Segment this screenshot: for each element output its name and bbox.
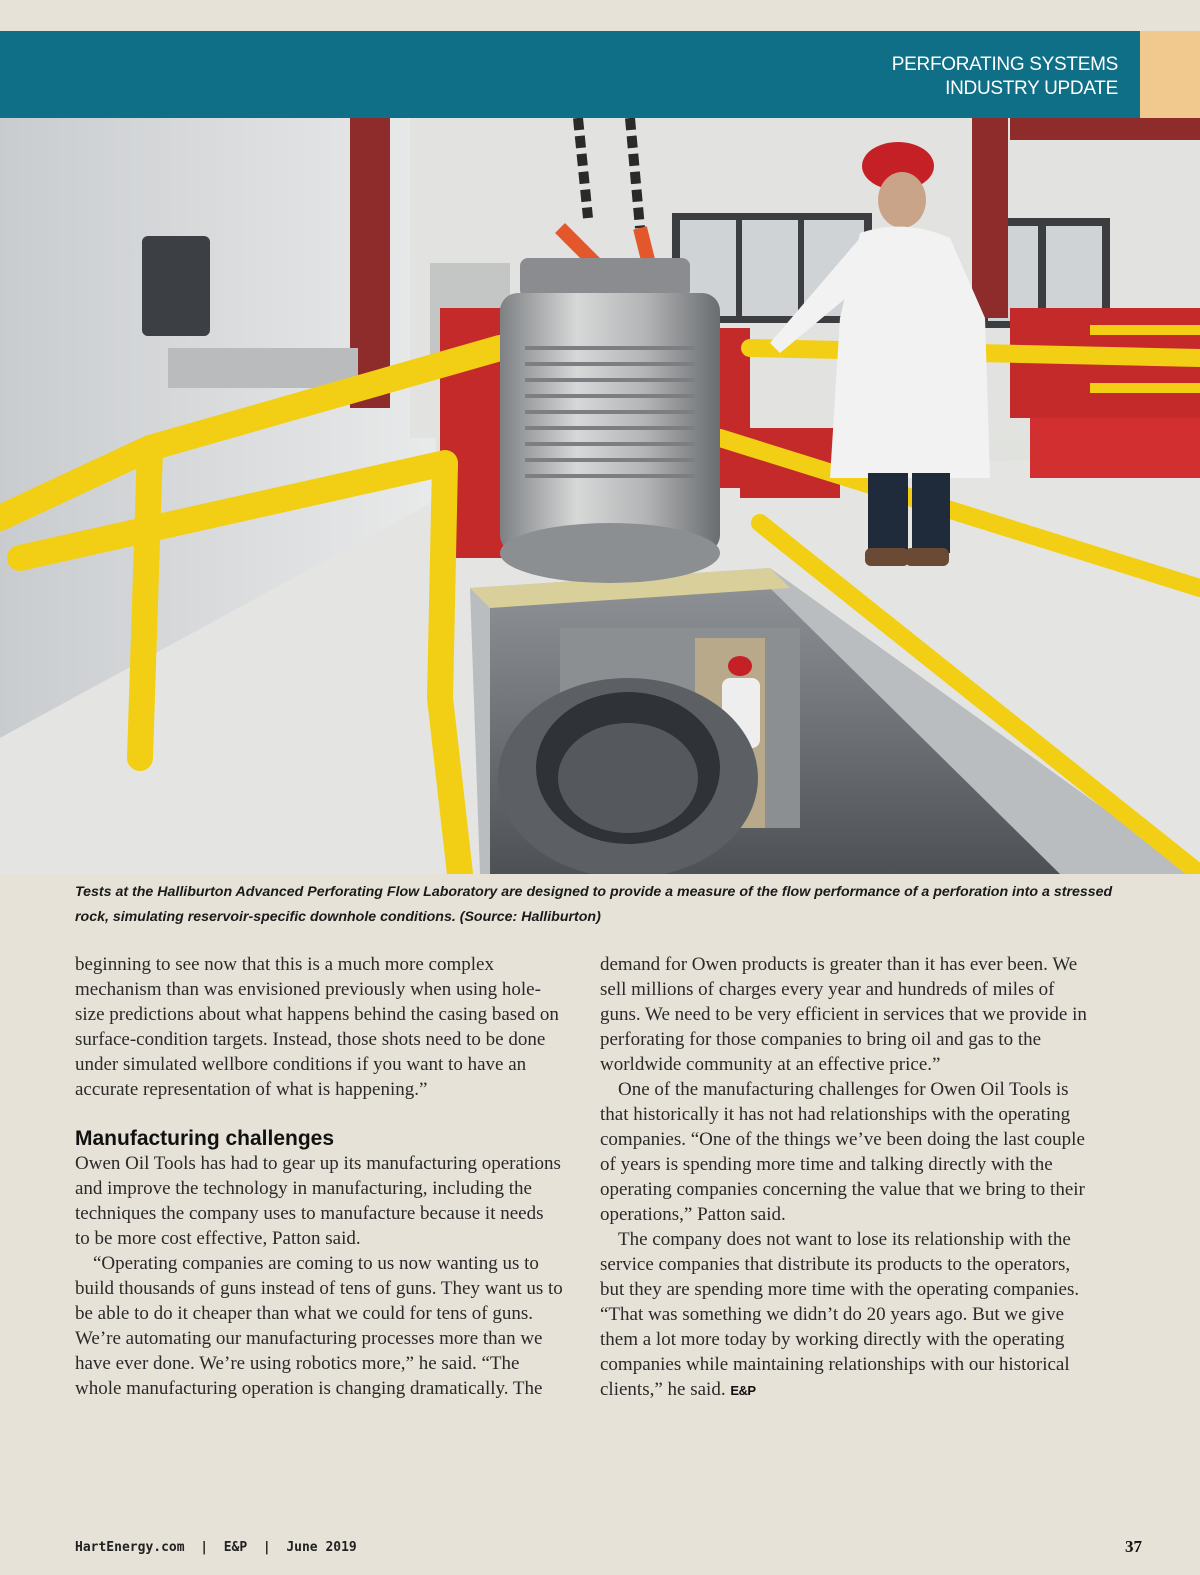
paragraph-text: The company does not want to lose its relationship with the service companies that distribute its products to the operators, but they are spending more time with the operating companies. “That was something we didn’t do 20 years ago. But we give them a lot more today by working directly with the operating companies while maintaining relationships with our historical clients,” he said. <box>600 1229 1080 1400</box>
article-column-left <box>75 952 563 1401</box>
paragraph: Owen Oil Tools has had to gear up its manufacturing operations and improve the technology in manufacturing, including the techniques the company uses to manufacture because it needs to be more cost effective, Patton said. <box>75 1153 561 1249</box>
lab-photo <box>0 118 1200 874</box>
section-label-line1: PERFORATING SYSTEMS <box>891 54 1118 75</box>
paragraph: beginning to see now that this is a much more complex mechanism than was envisioned previously when using hole-size predictions about what happens behind the casing based on surface-condition targets. Instead, those shots need to be done under simulated wellbore conditions if you want to have an accurate representation of what is happening.” <box>75 954 559 1100</box>
lab-photo-illustration <box>0 118 1200 874</box>
end-mark-logo: E&P <box>730 1383 756 1398</box>
header-accent-block <box>1140 31 1200 118</box>
paragraph: demand for Owen products is greater than it has ever been. We sell millions of charges every year and hundreds of miles of guns. We need to be very efficient in services that we provide in perforating for those companies to bring oil and gas to the worldwide community at an effective price.” <box>600 954 1087 1075</box>
paragraph-final <box>600 1227 1088 1403</box>
paragraph: “Operating companies are coming to us now wanting us to build thousands of guns instead of tens of guns. They want us to be able to do it cheaper than what we could for tens of guns. We’re automating our manufacturing processes more than we have ever done. We’re using robotics more,” he said. “The whole manufacturing operation is changing dramatically. The <box>75 1253 563 1399</box>
article-column-right <box>600 952 1088 1403</box>
photo-caption: Tests at the Halliburton Advanced Perforating Flow Laboratory are designed to provide a measure of the flow performance of a perforation into a stressed rock, simulating reservoir-specific downhole conditions. (Source: Halliburton) <box>75 884 1113 925</box>
page-number: 37 <box>1125 1537 1142 1556</box>
section-heading: Manufacturing challenges <box>75 1127 335 1150</box>
section-label-line2: INDUSTRY UPDATE <box>945 78 1118 99</box>
footer-publication: HartEnergy.com | E&P | June 2019 <box>75 1540 357 1555</box>
section-label <box>892 53 1118 101</box>
paragraph: One of the manufacturing challenges for Owen Oil Tools is that historically it has not had relationships with the operating companies. “One of the things we’ve been doing the last couple of years is spending more time and talking directly with the operating companies concerning the value that we bring to their operations,” Patton said. <box>600 1079 1085 1225</box>
